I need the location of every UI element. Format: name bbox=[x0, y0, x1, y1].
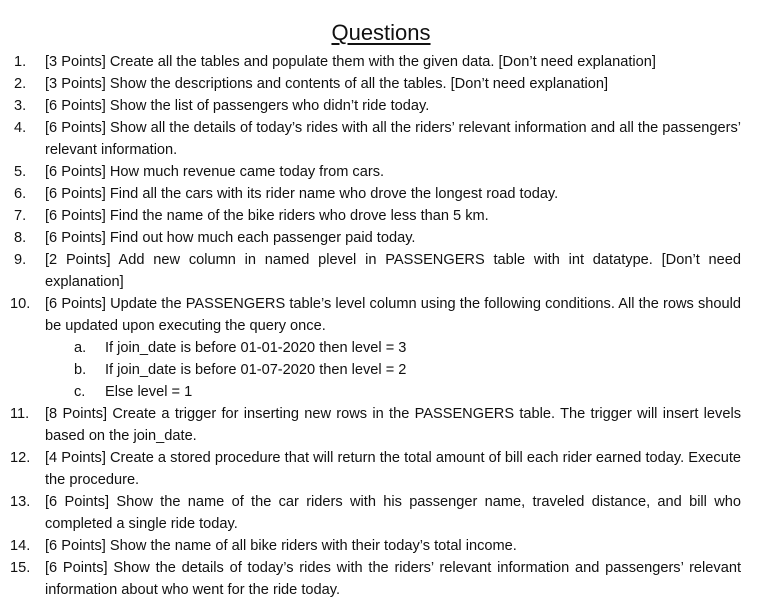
question-number: 6. bbox=[14, 186, 27, 202]
question-text: [6 Points] Find all the cars with its rider name who drove the longest road today. bbox=[45, 186, 559, 202]
question-item-7 bbox=[0, 205, 762, 227]
question-number: 5. bbox=[14, 164, 27, 180]
sub-condition-text: If join_date is before 01-01-2020 then level = 3 bbox=[105, 340, 407, 356]
question-item-12 bbox=[0, 447, 762, 491]
page-title-text: Questions bbox=[331, 20, 431, 45]
question-number: 15. bbox=[10, 560, 31, 576]
question-item-4 bbox=[0, 117, 762, 161]
question-text: [6 Points] Find out how much each passenger paid today. bbox=[45, 230, 416, 246]
question-text: [6 Points] Show the name of the car riders with his passenger name, traveled distance, and bill who completed a single ride today. bbox=[45, 494, 741, 532]
question-text: [6 Points] Show all the details of today’s rides with all the riders’ relevant information and all the passengers’ relevant information. bbox=[45, 120, 741, 158]
question-text: [3 Points] Create all the tables and populate them with the given data. [Don’t need explanation] bbox=[45, 54, 656, 70]
question-number: 10. bbox=[10, 296, 31, 312]
question-number: 7. bbox=[14, 208, 27, 224]
question-item-1 bbox=[0, 51, 762, 73]
question-item-10 bbox=[0, 293, 762, 337]
question-10-subitems bbox=[0, 337, 762, 403]
question-number: 4. bbox=[14, 120, 27, 136]
question-item-9 bbox=[0, 249, 762, 293]
question-text: [4 Points] Create a stored procedure that will return the total amount of bill each rider earned today. Execute the procedure. bbox=[45, 450, 741, 488]
question-item-5 bbox=[0, 161, 762, 183]
question-item-6 bbox=[0, 183, 762, 205]
question-text: [6 Points] Show the details of today’s rides with the riders’ relevant information and passengers’ relevant information about who went for the ride today. bbox=[45, 560, 741, 598]
sub-condition-b bbox=[0, 359, 762, 381]
question-number: 1. bbox=[14, 54, 27, 70]
question-number: 11. bbox=[10, 406, 30, 422]
question-number: 3. bbox=[14, 98, 27, 114]
question-text: [2 Points] Add new column in named plevel in PASSENGERS table with int datatype. [Don’t need explanation] bbox=[45, 252, 741, 290]
question-item-2 bbox=[0, 73, 762, 95]
sub-condition-letter: c. bbox=[74, 384, 86, 400]
question-item-3 bbox=[0, 95, 762, 117]
question-text: [6 Points] How much revenue came today from cars. bbox=[45, 164, 385, 180]
question-number: 8. bbox=[14, 230, 27, 246]
sub-condition-text: If join_date is before 01-07-2020 then level = 2 bbox=[105, 362, 407, 378]
question-number: 14. bbox=[10, 538, 31, 554]
sub-condition-list bbox=[0, 337, 762, 403]
question-text: [6 Points] Show the name of all bike riders with their today’s total income. bbox=[45, 538, 517, 554]
question-text: [6 Points] Find the name of the bike riders who drove less than 5 km. bbox=[45, 208, 489, 224]
question-number: 13. bbox=[10, 494, 31, 510]
sub-condition-letter: b. bbox=[74, 362, 87, 378]
question-number: 12. bbox=[10, 450, 31, 466]
question-number: 9. bbox=[14, 252, 27, 268]
question-text: [8 Points] Create a trigger for inserting new rows in the PASSENGERS table. The trigger will insert levels based on the join_date. bbox=[45, 406, 741, 444]
question-item-13 bbox=[0, 491, 762, 535]
sub-condition-a bbox=[0, 337, 762, 359]
question-text: [6 Points] Show the list of passengers who didn’t ride today. bbox=[45, 98, 430, 114]
question-text: [3 Points] Show the descriptions and contents of all the tables. [Don’t need explanation] bbox=[45, 76, 609, 92]
question-list bbox=[0, 51, 762, 601]
sub-condition-text: Else level = 1 bbox=[105, 384, 193, 400]
question-item-8 bbox=[0, 227, 762, 249]
sub-condition-letter: a. bbox=[74, 340, 87, 356]
question-text: [6 Points] Update the PASSENGERS table’s level column using the following conditions. All the rows should be updated upon executing the query once. bbox=[45, 296, 741, 334]
question-item-14 bbox=[0, 535, 762, 557]
page-title bbox=[0, 20, 762, 46]
question-number: 2. bbox=[14, 76, 27, 92]
question-item-15 bbox=[0, 557, 762, 601]
question-item-11 bbox=[0, 403, 762, 447]
sub-condition-c bbox=[0, 381, 762, 403]
